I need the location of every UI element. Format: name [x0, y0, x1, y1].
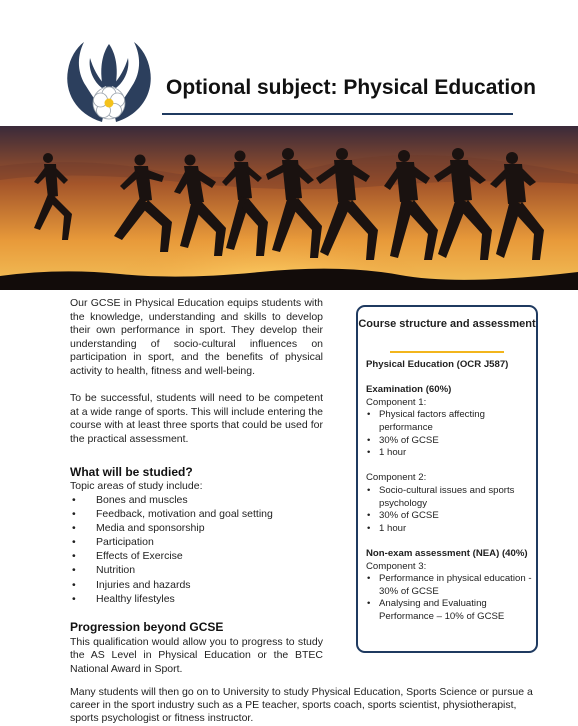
topics-list [70, 493, 273, 606]
page-title: Optional subject: Physical Education [166, 76, 536, 99]
component-label: Component 3: [366, 560, 427, 572]
nea-heading: Non-exam assessment (NEA) (40%) [366, 547, 528, 559]
progression-text: This qualification would allow you to progress to study the AS Level in Physical Education or the BTEC National Award in Sport. [70, 636, 323, 675]
component-label: Component 1: [366, 396, 427, 408]
intro-paragraph: Our GCSE in Physical Education equips students with the knowledge, understanding and skills to develop their own performance in sport. They develop their understanding of socio-cultural influences on participation in sport, and the benefits of physical activity to health, fitness and well-being. [70, 297, 323, 377]
list-item: • 1 hour [366, 523, 534, 536]
list-item: • Media and sponsorship [70, 521, 273, 535]
subject-code: Physical Education (OCR J587) [366, 359, 509, 370]
list-item: • Participation [70, 535, 273, 549]
exam-heading: Examination (60%) [366, 384, 452, 396]
list-item: • Socio-cultural issues and sports psychology [366, 485, 534, 510]
school-logo [62, 40, 156, 126]
list-item: • Feedback, motivation and goal setting [70, 507, 273, 521]
studied-heading: What will be studied? [70, 465, 193, 479]
runners-sunset-image [0, 126, 578, 290]
list-item: • 30% of GCSE [366, 435, 534, 448]
box-title: Course structure and assessment [358, 318, 536, 330]
list-item: • 30% of GCSE [366, 510, 534, 523]
list-item: • Bones and muscles [70, 493, 273, 507]
list-item: • Effects of Exercise [70, 549, 273, 563]
box-title-underline [390, 351, 504, 353]
progression-heading: Progression beyond GCSE [70, 620, 224, 634]
list-item: • Injuries and hazards [70, 578, 273, 592]
title-underline [162, 113, 513, 115]
list-item: • 1 hour [366, 447, 534, 460]
list-item: • Nutrition [70, 563, 273, 577]
intro-text [70, 297, 323, 460]
box-body [366, 359, 534, 623]
list-item: • Healthy lifestyles [70, 592, 273, 606]
component-3-list [366, 573, 534, 623]
careers-text: Many students will then go on to University to study Physical Education, Sports Science or pursue a career in the sport industry such as a PE teacher, sports coach, sports scientist, physiotherapist, sports psychologist or fitness instructor. [70, 686, 533, 725]
course-structure-box [356, 305, 538, 653]
component-2-list [366, 485, 534, 535]
component-label: Component 2: [366, 472, 427, 484]
list-item: • Performance in physical education - 30% of GCSE [366, 573, 534, 598]
topics-intro: Topic areas of study include: [70, 480, 203, 492]
component-1-list [366, 409, 534, 459]
list-item: • Physical factors affecting performance [366, 409, 534, 434]
list-item: • Analysing and Evaluating Performance – 10% of GCSE [366, 598, 534, 623]
intro-paragraph: To be successful, students will need to be competent at a wide range of sports. This will include entering the course with at least three sports that could be used for the practical assessment. [70, 392, 323, 445]
